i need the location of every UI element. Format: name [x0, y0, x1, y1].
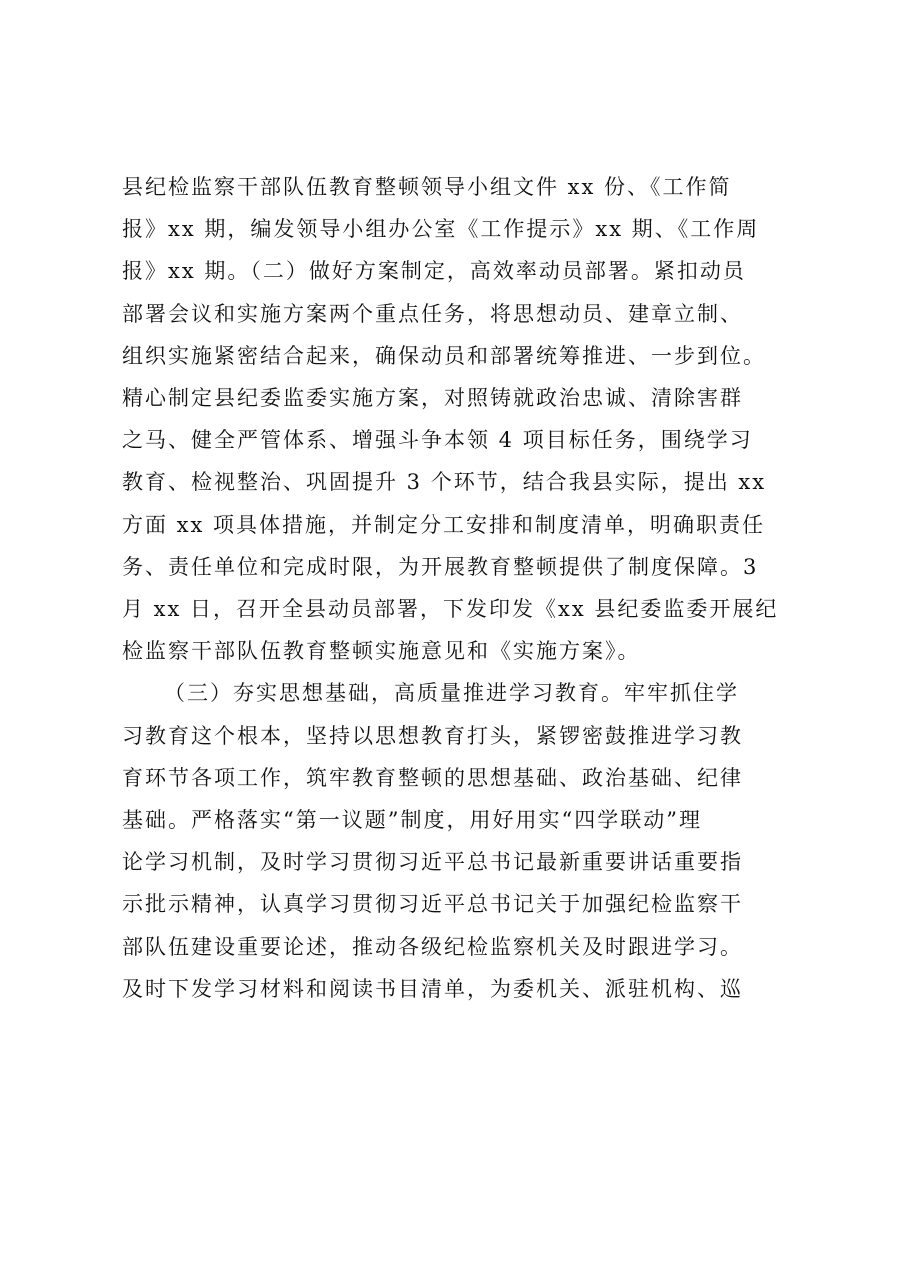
- paragraph-1-line-5: 组织实施紧密结合起来，确保动员和部署统筹推进、一步到位。: [122, 343, 766, 368]
- paragraph-1: [122, 166, 802, 672]
- paragraph-2-line-8: 及时下发学习材料和阅读书目清单，为委机关、派驻机构、巡: [122, 976, 743, 1001]
- paragraph-2-line-4: 基础。严格落实“第一议题”制度，用好用实“四学联动”理: [122, 808, 702, 833]
- paragraph-1-line-11: 月 xx 日，召开全县动员部署，下发印发《xx 县纪委监委开展纪: [122, 597, 779, 622]
- paragraph-2-line-6: 示批示精神，认真学习贯彻习近平总书记关于加强纪检监察干: [122, 892, 743, 917]
- paragraph-1-line-10: 务、责任单位和完成时限，为开展教育整顿提供了制度保障。3: [122, 554, 759, 579]
- paragraph-1-line-7: 之马、健全严管体系、增强斗争本领 4 项目标任务，围绕学习: [122, 428, 753, 453]
- paragraph-2-line-1: （三）夯实思想基础，高质量推进学习教育。牢牢抓住学: [164, 681, 739, 706]
- paragraph-1-line-8: 教育、检视整治、巩固提升 3 个环节，结合我县实际，提出 xx: [122, 470, 767, 495]
- paragraph-2-line-2: 习教育这个根本，坚持以思想教育打头，紧锣密鼓推进学习教: [122, 723, 743, 748]
- paragraph-1-line-6: 精心制定县纪委监委实施方案，对照铸就政治忠诚、清除害群: [122, 386, 743, 411]
- paragraph-2-line-5: 论学习机制，及时学习贯彻习近平总书记最新重要讲话重要指: [122, 850, 743, 875]
- document-body: [122, 166, 802, 1010]
- paragraph-1-line-2: 报》xx 期，编发领导小组办公室《工作提示》xx 期、《工作周: [122, 217, 760, 242]
- paragraph-2-line-3: 育环节各项工作，筑牢教育整顿的思想基础、政治基础、纪律: [122, 765, 743, 790]
- paragraph-1-line-9: 方面 xx 项具体措施，并制定分工安排和制度清单，明确职责任: [122, 512, 766, 537]
- paragraph-1-line-3: 报》xx 期。（二）做好方案制定，高效率动员部署。紧扣动员: [122, 259, 746, 284]
- paragraph-1-line-1: 县纪检监察干部队伍教育整顿领导小组文件 xx 份、《工作简: [122, 175, 732, 199]
- paragraph-2: [122, 672, 802, 1010]
- paragraph-1-line-4: 部署会议和实施方案两个重点任务，将思想动员、建章立制、: [122, 301, 743, 326]
- paragraph-1-line-12: 检监察干部队伍教育整顿实施意见和《实施方案》。: [122, 639, 641, 664]
- paragraph-2-line-7: 部队伍建设重要论述，推动各级纪检监察机关及时跟进学习。: [122, 934, 743, 959]
